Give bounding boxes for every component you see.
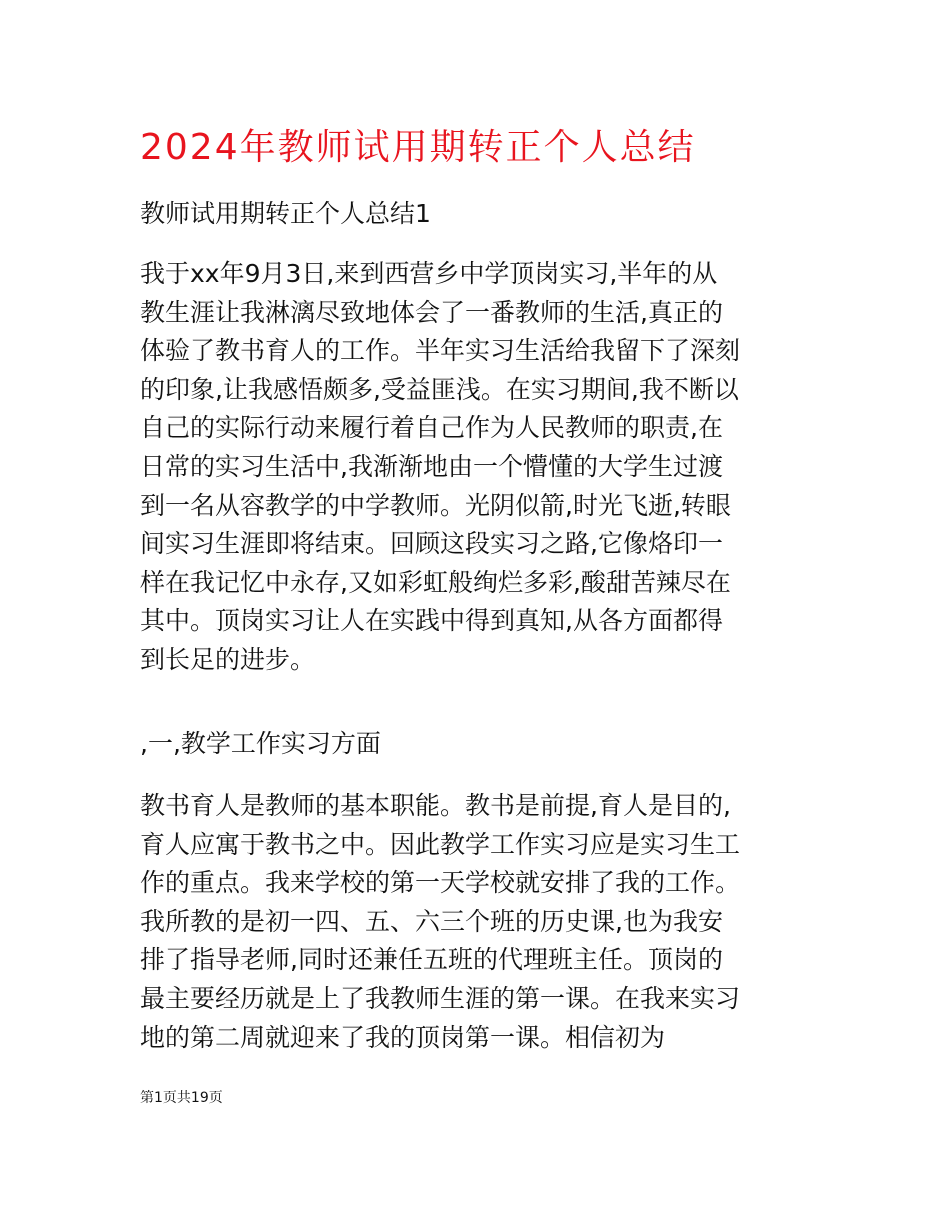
paragraph-line: 样在我记忆中永存,又如彩虹般绚烂多彩,酸甜苦辣尽在 xyxy=(140,567,731,597)
paragraph-line: 的印象,让我感悟颇多,受益匪浅。在实习期间,我不断以 xyxy=(140,374,739,404)
section-heading: ,一,教学工作实习方面 xyxy=(140,729,381,758)
paragraph-line: 育人应寓于教书之中。因此教学工作实习应是实习生工 xyxy=(140,829,741,859)
paragraph-line: 体验了教书育人的工作。半年实习生活给我留下了深刻 xyxy=(140,336,741,366)
paragraph-line: 自己的实际行动来履行着自己作为人民教师的职责,在 xyxy=(140,413,723,443)
paragraph-line: 我所教的是初一四、五、六三个班的历史课,也为我安 xyxy=(140,906,723,936)
paragraph-line: 最主要经历就是上了我教师生涯的第一课。在我来实习 xyxy=(140,983,741,1013)
paragraph-line: 教书育人是教师的基本职能。教书是前提,育人是目的, xyxy=(140,791,731,820)
paragraph-line: 其中。顶岗实习让人在实践中得到真知,从各方面都得 xyxy=(140,606,723,636)
paragraph-line: 作的重点。我来学校的第一天学校就安排了我的工作。 xyxy=(140,868,741,898)
paragraph-line: 间实习生涯即将结束。回顾这段实习之路,它像烙印一 xyxy=(140,529,723,559)
paragraph-line: 到一名从容教学的中学教师。光阴似箭,时光飞逝,转眼 xyxy=(140,490,731,520)
paragraph-teaching xyxy=(140,787,820,1057)
page-footer: 第1页共19页 xyxy=(140,1090,223,1106)
paragraph-intro xyxy=(140,255,820,680)
paragraph-line: 教生涯让我淋漓尽致地体会了一番教师的生活,真正的 xyxy=(140,297,723,327)
paragraph-line: 地的第二周就迎来了我的顶岗第一课。相信初为 xyxy=(140,1022,666,1052)
document-title: 2024年教师试用期转正个人总结 xyxy=(140,127,696,168)
paragraph-line: 日常的实习生活中,我渐渐地由一个懵懂的大学生过渡 xyxy=(140,451,723,481)
paragraph-line: 到长足的进步。 xyxy=(140,644,316,674)
paragraph-line: 我于xx年9月3日,来到西营乡中学顶岗实习,半年的从 xyxy=(140,259,718,288)
document-subtitle: 教师试用期转正个人总结1 xyxy=(140,199,431,228)
paragraph-line: 排了指导老师,同时还兼任五班的代理班主任。顶岗的 xyxy=(140,945,723,975)
